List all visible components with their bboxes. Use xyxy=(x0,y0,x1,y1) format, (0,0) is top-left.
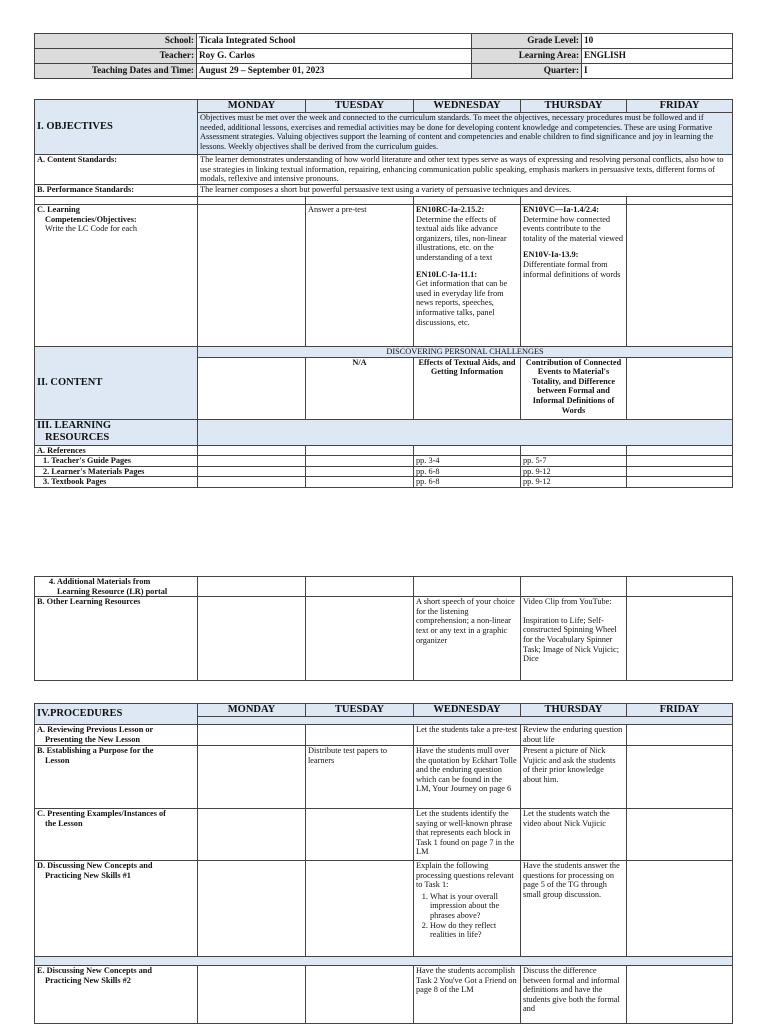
tb-thursday: pp. 9-12 xyxy=(521,477,627,488)
tg-label: 1. Teacher's Guide Pages xyxy=(35,456,198,467)
dates-label: Teaching Dates and Time: xyxy=(35,64,197,79)
processing-question-1: 1. What is your overall impression about the phrases above? xyxy=(430,892,518,921)
content-tuesday: N/A xyxy=(306,357,414,419)
tg-thursday: pp. 5-7 xyxy=(521,456,627,467)
tb-label: 3. Textbook Pages xyxy=(35,477,198,488)
proc-b-label: B. Establishing a Purpose for the Lesson xyxy=(35,746,198,809)
proc-e-monday xyxy=(198,966,306,1024)
lm-monday xyxy=(198,466,306,477)
resources-banner xyxy=(198,419,733,445)
school-value: Ticala Integrated School xyxy=(197,34,472,49)
objectives-text: Objectives must be met over the week and connected to the curriculum standards. To meet the objectives, necessary procedures must be followed and if needed, additional lessons, exercises and remedial activities may be done for developing content knowledge and competencies. These are using Formative Assessment strategies. Valuing objectives support the learning of content and competencies and enable children to find significance and joy in learning the lessons. Weekly objectives shall be derived from the curriculum guides. xyxy=(198,113,733,155)
resources-title: III. LEARNING RESOURCES xyxy=(35,419,198,445)
quarter-label: Quarter: xyxy=(472,64,582,79)
proc-a-monday xyxy=(198,725,306,746)
objectives-title: I. OBJECTIVES xyxy=(35,100,198,155)
content-title: II. CONTENT xyxy=(35,347,198,420)
references-friday xyxy=(627,445,733,456)
proc-d-tuesday xyxy=(306,861,414,957)
procedures-title: IV.PROCEDURES xyxy=(35,704,198,725)
lm-wednesday: pp. 6-8 xyxy=(414,466,521,477)
grade-value: 10 xyxy=(582,34,733,49)
proc-c-thursday: Let the students watch the video about Nick Vujicic xyxy=(521,809,627,861)
quarter-value: I xyxy=(582,64,733,79)
references-wednesday xyxy=(414,445,521,456)
proc-b-wednesday: Have the students mull over the quotation by Eckhart Tolle and the enduring question which can be found in the LM, Your Journey on page 6 xyxy=(414,746,521,809)
content-friday xyxy=(627,357,733,419)
proc-day-tuesday: TUESDAY xyxy=(306,704,414,717)
lm-thursday: pp. 9-12 xyxy=(521,466,627,477)
proc-d-label: D. Discussing New Concepts and Practicing New Skills #1 xyxy=(35,861,198,957)
other-tuesday xyxy=(306,597,414,681)
proc-day-friday: FRIDAY xyxy=(627,704,733,717)
proc-c-tuesday xyxy=(306,809,414,861)
tb-monday xyxy=(198,477,306,488)
references-label: A. References xyxy=(35,445,198,456)
tg-monday xyxy=(198,456,306,467)
teacher-value: Roy G. Carlos xyxy=(197,49,472,64)
procedures-banner xyxy=(198,717,733,725)
proc-c-friday xyxy=(627,809,733,861)
other-friday xyxy=(627,597,733,681)
content-standards-label: A. Content Standards: xyxy=(35,155,198,185)
proc-a-friday xyxy=(627,725,733,746)
other-thursday: Video Clip from YouTube: Inspiration to Life; Self-constructed Spinning Wheel for the Vocabulary Spinner Task; Image of Nick Vujicic; Dice xyxy=(521,597,627,681)
tb-tuesday xyxy=(306,477,414,488)
day-wednesday: WEDNESDAY xyxy=(414,100,521,113)
proc-d-wednesday: Explain the following processing questions relevant to Task 1: 1. What is your overall impression about the phrases above? 2. How do they reflect realities in life? xyxy=(414,861,521,957)
proc-b-thursday: Present a picture of Nick Vujicic and ask the students of their prior knowledge about him. xyxy=(521,746,627,809)
competencies-label: C. Learning Competencies/Objectives: Write the LC Code for each xyxy=(35,205,198,347)
proc-day-monday: MONDAY xyxy=(198,704,306,717)
proc-d-thursday: Have the students answer the questions for processing on page 5 of the TG through small group discussion. xyxy=(521,861,627,957)
lesson-plan-table-3 xyxy=(34,703,733,1024)
proc-c-wednesday: Let the students identify the saying or well-known phrase that represents each block in Task 1 found on page 7 in the LM xyxy=(414,809,521,861)
lm-label: 2. Learner's Materials Pages xyxy=(35,466,198,477)
content-thursday: Contribution of Connected Events to Material's Totality, and Difference between Formal and Informal Definitions of Words xyxy=(521,357,627,419)
tb-friday xyxy=(627,477,733,488)
proc-a-wednesday: Let the students take a pre-test xyxy=(414,725,521,746)
proc-c-monday xyxy=(198,809,306,861)
references-tuesday xyxy=(306,445,414,456)
other-monday xyxy=(198,597,306,681)
competencies-thursday: EN10VC—Ia-1.4/2.4: Determine how connected events contribute to the totality of the material viewed EN10V-Ia-13.9: Differentiate formal from informal definitions of words xyxy=(521,205,627,347)
competencies-monday xyxy=(198,205,306,347)
proc-b-monday xyxy=(198,746,306,809)
processing-question-2: 2. How do they reflect realities in life? xyxy=(430,921,518,940)
additional-monday xyxy=(198,577,306,597)
proc-day-thursday: THURSDAY xyxy=(521,704,627,717)
performance-standards-text: The learner composes a short but powerful persuasive text using a variety of persuasive techniques and devices. xyxy=(198,185,733,197)
proc-day-wednesday: WEDNESDAY xyxy=(414,704,521,717)
header-table xyxy=(34,33,733,79)
references-thursday xyxy=(521,445,627,456)
competencies-wednesday: EN10RC-Ia-2.15.2: Determine the effects of textual aids like advance organizers, tiles, non-linear illustrations, etc. on the understanding of a text EN10LC-Ia-11.1: Get information that can be used in everyday life from news reports, speeches, informative talks, panel discussions, etc. xyxy=(414,205,521,347)
additional-wednesday xyxy=(414,577,521,597)
proc-a-thursday: Review the enduring question about life xyxy=(521,725,627,746)
proc-d-friday xyxy=(627,861,733,957)
additional-tuesday xyxy=(306,577,414,597)
tg-tuesday xyxy=(306,456,414,467)
tg-friday xyxy=(627,456,733,467)
references-monday xyxy=(198,445,306,456)
additional-thursday xyxy=(521,577,627,597)
proc-a-tuesday xyxy=(306,725,414,746)
proc-e-tuesday xyxy=(306,966,414,1024)
lm-tuesday xyxy=(306,466,414,477)
area-value: ENGLISH xyxy=(582,49,733,64)
day-thursday: THURSDAY xyxy=(521,100,627,113)
proc-e-wednesday: Have the students accomplish Task 2 You've Got a Friend on page 8 of the LM xyxy=(414,966,521,1024)
lesson-plan-table-1 xyxy=(34,99,733,488)
content-monday xyxy=(198,357,306,419)
area-label: Learning Area: xyxy=(472,49,582,64)
other-wednesday: A short speech of your choice for the listening comprehension; a non-linear text or any text in a graphic organizer xyxy=(414,597,521,681)
proc-b-tuesday: Distribute test papers to learners xyxy=(306,746,414,809)
competencies-tuesday: Answer a pre-test xyxy=(306,205,414,347)
proc-d-monday xyxy=(198,861,306,957)
content-wednesday: Effects of Textual Aids, and Getting Information xyxy=(414,357,521,419)
day-tuesday: TUESDAY xyxy=(306,100,414,113)
day-friday: FRIDAY xyxy=(627,100,733,113)
competencies-friday xyxy=(627,205,733,347)
proc-e-friday xyxy=(627,966,733,1024)
tb-wednesday: pp. 6-8 xyxy=(414,477,521,488)
teacher-label: Teacher: xyxy=(35,49,197,64)
proc-a-label: A. Reviewing Previous Lesson or Presenting the New Lesson xyxy=(35,725,198,746)
proc-e-label: E. Discussing New Concepts and Practicing New Skills #2 xyxy=(35,966,198,1024)
content-banner: DISCOVERING PERSONAL CHALLENGES xyxy=(198,347,733,358)
proc-e-thursday: Discuss the difference between formal and informal definitions and have the students give both the formal and xyxy=(521,966,627,1024)
day-monday: MONDAY xyxy=(198,100,306,113)
tg-wednesday: pp. 3-4 xyxy=(414,456,521,467)
additional-friday xyxy=(627,577,733,597)
proc-c-label: C. Presenting Examples/Instances of the Lesson xyxy=(35,809,198,861)
additional-materials-label: 4. Additional Materials from Learning Resource (LR) portal xyxy=(35,577,198,597)
lm-friday xyxy=(627,466,733,477)
dates-value: August 29 – September 01, 2023 xyxy=(197,64,472,79)
school-label: School: xyxy=(35,34,197,49)
grade-label: Grade Level: xyxy=(472,34,582,49)
lesson-plan-table-2 xyxy=(34,576,733,681)
procedures-divider xyxy=(35,957,733,966)
performance-standards-label: B. Performance Standards: xyxy=(35,185,198,197)
other-resources-label: B. Other Learning Resources xyxy=(35,597,198,681)
content-standards-text: The learner demonstrates understanding of how world literature and other text types serve as ways of expressing and resolving personal conflicts, also how to use strategies in linking textual information, repairing, enhancing communication public speaking, emphasis markers in persuasive texts, different forms of modals, reflexive and intensive pronouns. xyxy=(198,155,733,185)
proc-b-friday xyxy=(627,746,733,809)
